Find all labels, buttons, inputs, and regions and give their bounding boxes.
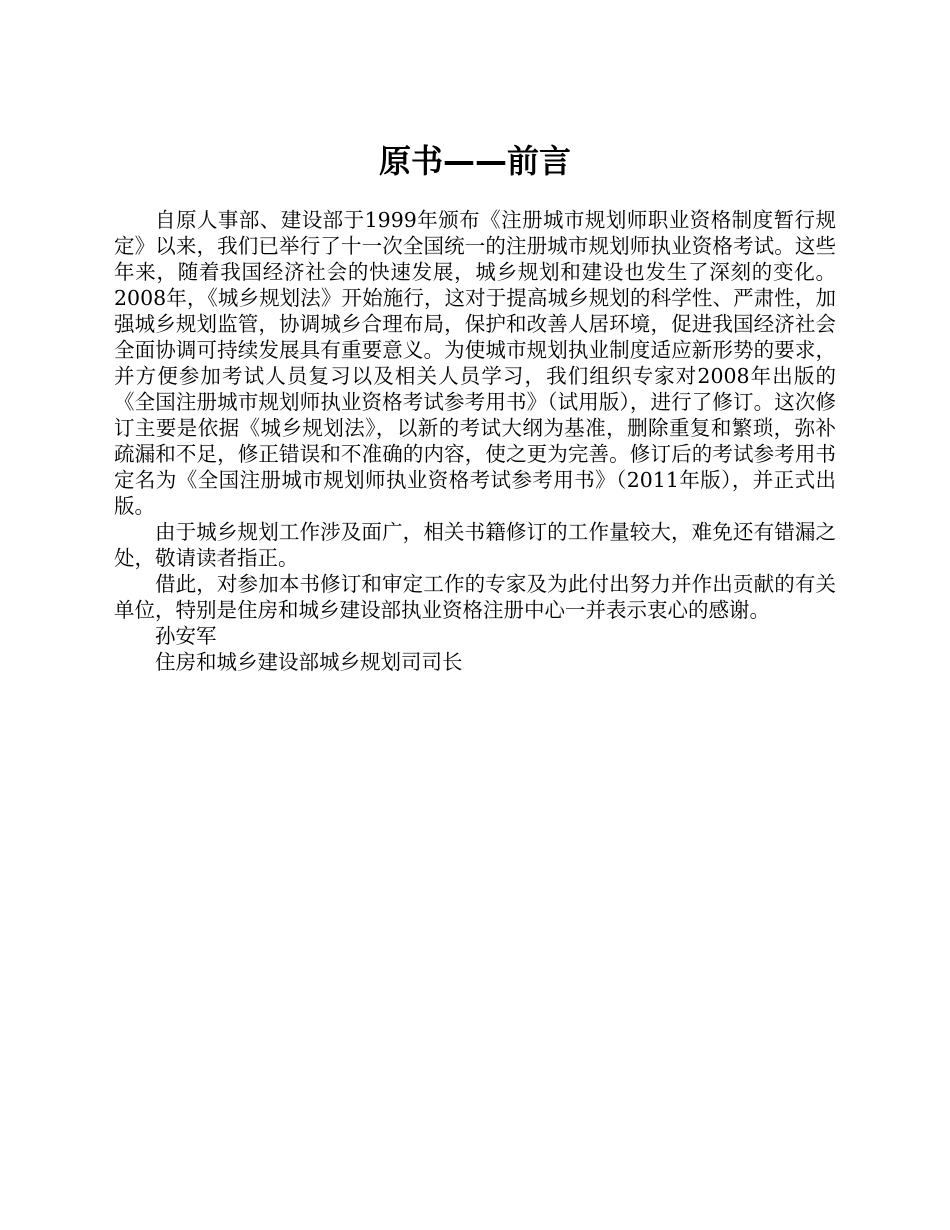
paragraph-1: 自原人事部、建设部于1999年颁布《注册城市规划师职业资格制度暂行规定》以来，我们已举行了十一次全国统一的注册城市规划师执业资格考试。这些年来，随着我国经济社会的快速发展，城乡规划和建设也发生了深刻的变化。2008年，《城乡规划法》开始施行，这对于提高城乡规划的科学性、严肃性，加强城乡规划监管，协调城乡合理布局，保护和改善人居环境，促进我国经济社会全面协调可持续发展具有重要意义。为使城市规划执业制度适应新形势的要求，并方便参加考试人员复习以及相关人员学习，我们组织专家对2008年出版的《全国注册城市规划师执业资格考试参考用书》（试用版），进行了修订。这次修订主要是依据《城乡规划法》，以新的考试大纲为基准，删除重复和繁琐，弥补疏漏和不足，修正错误和不准确的内容，使之更为完善。修订后的考试参考用书定名为《全国注册城市规划师执业资格考试参考用书》（2011年版），并正式出版。 [114,208,836,518]
paragraph-2: 由于城乡规划工作涉及面广，相关书籍修订的工作量较大，难免还有错漏之处，敬请读者指正。 [114,520,836,570]
signature-name: 孙安军 [155,624,217,648]
paragraph-3: 借此，对参加本书修订和审定工作的专家及为此付出努力并作出贡献的有关单位，特别是住房和城乡建设部执业资格注册中心一并表示衷心的感谢。 [114,572,836,622]
page-title: 原书——前言 [378,142,571,180]
signature-title: 住房和城乡建设部城乡规划司司长 [155,650,463,674]
preface-body [114,207,836,675]
